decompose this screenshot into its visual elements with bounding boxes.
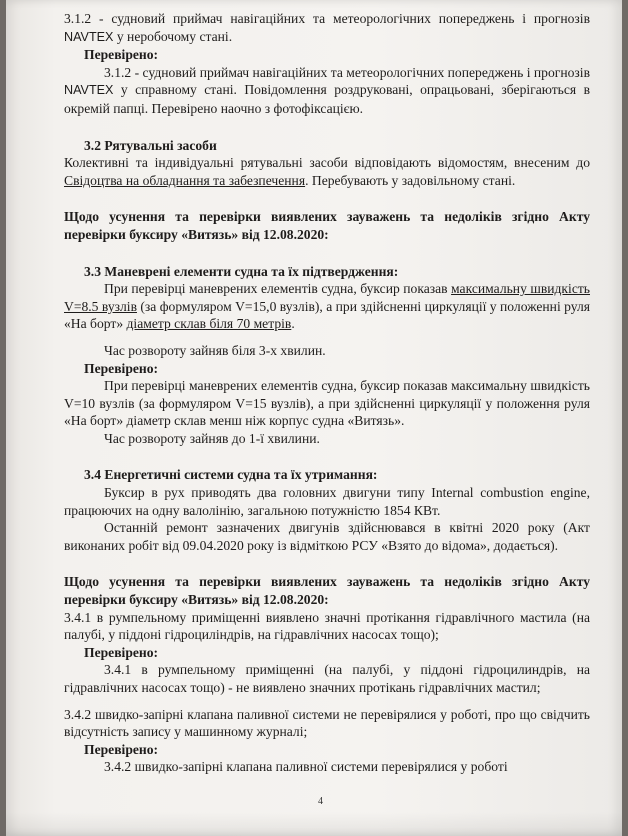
paragraph-3-4-1-checked: 3.4.1 в румпельному приміщенні (на палубі, у піддоні гідроцилиндрів, на гідравлічних насосах тощо) - не виявлено значних протікань гідравлічних мастил; [64, 662, 590, 695]
paragraph-engines: Буксир в рух приводять два головних двигуни типу Internal combustion engine, працюючих на одну валолінію, загальною потужністю 1854 КВт. [64, 485, 590, 518]
heading-3-3: 3.3 Маневрені елементи судна та їх підтвердження: [84, 263, 399, 279]
paragraph-repair: Останній ремонт зазначених двигунів здійснювався в квітні 2020 року (Акт виконаних робіт від 09.04.2020 року із відміткою РСУ «Взято до відома», додається). [64, 520, 590, 553]
paragraph-3-2: Колективні та індивідуальні рятувальні засоби відповідають відомостям, внесеним до Свідоцтва на обладнання та забезпечення. Перебувають у задовільному стані. [64, 155, 590, 188]
paragraph-turn-time-2: Час розвороту зайняв до 1-ї хвилини. [104, 430, 320, 446]
checked-label: Перевірено: [84, 644, 159, 660]
section-heading-2: Щодо усунення та перевірки виявлених зауважень та недоліків згідно Акту перевірки буксиру «Витязь» від 12.08.2020: [64, 574, 590, 608]
paragraph-3-4-2-checked: 3.4.2 швидко-запірні клапана паливної системи перевірялися у роботі [104, 759, 508, 775]
heading-3-4: 3.4 Енергетичні системи судна та їх утримання: [84, 467, 378, 483]
paragraph-3-3-checked: При перевірці маневрених елементів судна, буксир показав максимальну швидкість V=10 вузлів (за формуляром V=15 вузлів), а при здійсненні циркуляції у положення руля «На борт» діаметр склав менш ніж корпус судна «Витязь». [64, 378, 590, 429]
heading-3-2: 3.2 Рятувальні засоби [84, 137, 217, 153]
checked-label: Перевірено: [84, 47, 159, 63]
page-number: 4 [318, 796, 323, 807]
document-body [64, 10, 590, 776]
checked-label: Перевірено: [84, 360, 159, 376]
section-heading-1: Щодо усунення та перевірки виявлених зауважень та недоліків згідно Акту перевірки буксиру «Витязь» від 12.08.2020: [64, 209, 590, 242]
checked-label: Перевірено: [84, 741, 159, 757]
paragraph-3-1-2-checked: 3.1.2 - судновий приймач навігаційних та метеорологічних попереджень і прогнозів NAVTEX у справному стані. Повідомлення роздруковані, опрацьовані, зберігаються в окремій папці. Перевірено наочно з фотофіксацією. [64, 64, 590, 116]
document-page [6, 0, 622, 836]
paragraph-turn-time-1: Час розвороту зайняв біля 3-х хвилин. [104, 342, 326, 358]
paragraph-3-4-1-fault: 3.4.1 в румпельному приміщенні виявлено значні протікання гідравлічного мастила (на палубі, у піддоні гідроциліндрів, на гідравлічних насосах тощо); [64, 609, 590, 643]
paragraph-3-3-finding: При перевірці маневрених елементів судна, буксир показав максимальну швидкість V=8.5 вузлів (за формуляром V=15,0 вузлів), а при здійсненні циркуляції у положенні руля «На борт» діаметр склав біля 70 метрів. [64, 281, 590, 332]
paragraph-3-1-2-fault: 3.1.2 - судновий приймач навігаційних та метеорологічних попереджень і прогнозів NAVTEX у неробочому стані. [64, 11, 590, 44]
paragraph-3-4-2-fault: 3.4.2 швидко-запірні клапана паливної системи не перевірялися у роботі, про що свідчить відсутність запису у машинному журналі; [64, 706, 590, 740]
